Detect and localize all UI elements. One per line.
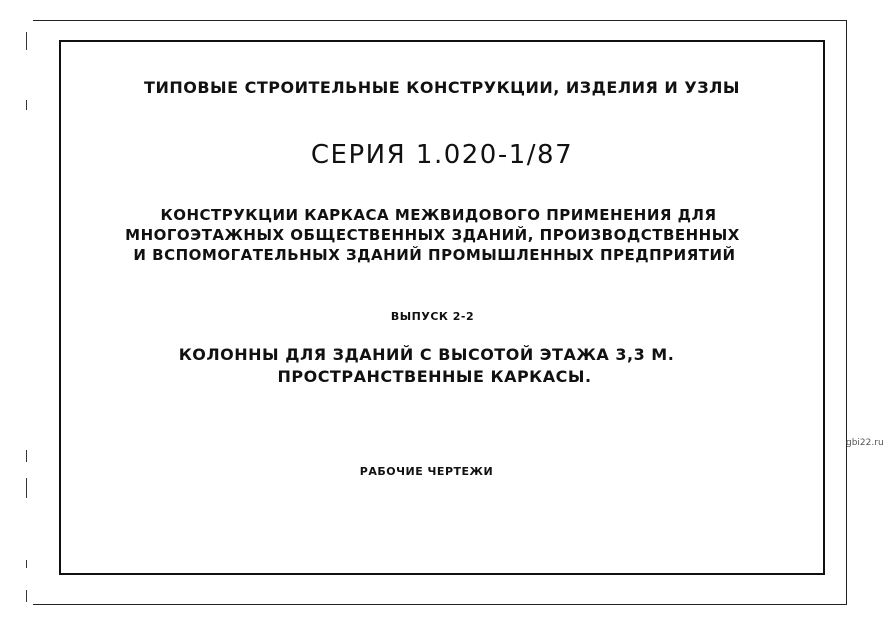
document-header: ТИПОВЫЕ СТРОИТЕЛЬНЫЕ КОНСТРУКЦИИ, ИЗДЕЛИЯ И УЗЛЫ	[144, 78, 740, 97]
outer-frame-top-line	[33, 20, 846, 21]
title-page-frame	[59, 40, 825, 575]
binding-mark	[26, 100, 27, 110]
title-line: КОНСТРУКЦИИ КАРКАСА МЕЖВИДОВОГО ПРИМЕНЕНИЯ ДЛЯ	[160, 206, 717, 224]
subtitle-line: КОЛОННЫ ДЛЯ ЗДАНИЙ С ВЫСОТОЙ ЭТАЖА 3,3 М.	[178, 345, 675, 364]
subtitle-line: ПРОСТРАНСТВЕННЫЕ КАРКАСЫ.	[277, 367, 592, 386]
binding-mark	[26, 32, 27, 50]
outer-frame-bottom-line	[33, 604, 847, 605]
title-line: МНОГОЭТАЖНЫХ ОБЩЕСТВЕННЫХ ЗДАНИЙ, ПРОИЗВОДСТВЕННЫХ	[125, 226, 740, 244]
binding-mark	[26, 450, 27, 462]
binding-mark	[26, 478, 27, 498]
binding-mark	[26, 590, 27, 602]
watermark: gbi22.ru	[846, 438, 884, 448]
title-line: И ВСПОМОГАТЕЛЬНЫХ ЗДАНИЙ ПРОМЫШЛЕННЫХ ПРЕДПРИЯТИЙ	[133, 246, 736, 264]
series-number: СЕРИЯ 1.020-1/87	[310, 140, 574, 170]
issue-number: ВЫПУСК 2-2	[390, 310, 475, 323]
drawings-label: РАБОЧИЕ ЧЕРТЕЖИ	[359, 465, 494, 478]
binding-mark	[26, 560, 27, 568]
